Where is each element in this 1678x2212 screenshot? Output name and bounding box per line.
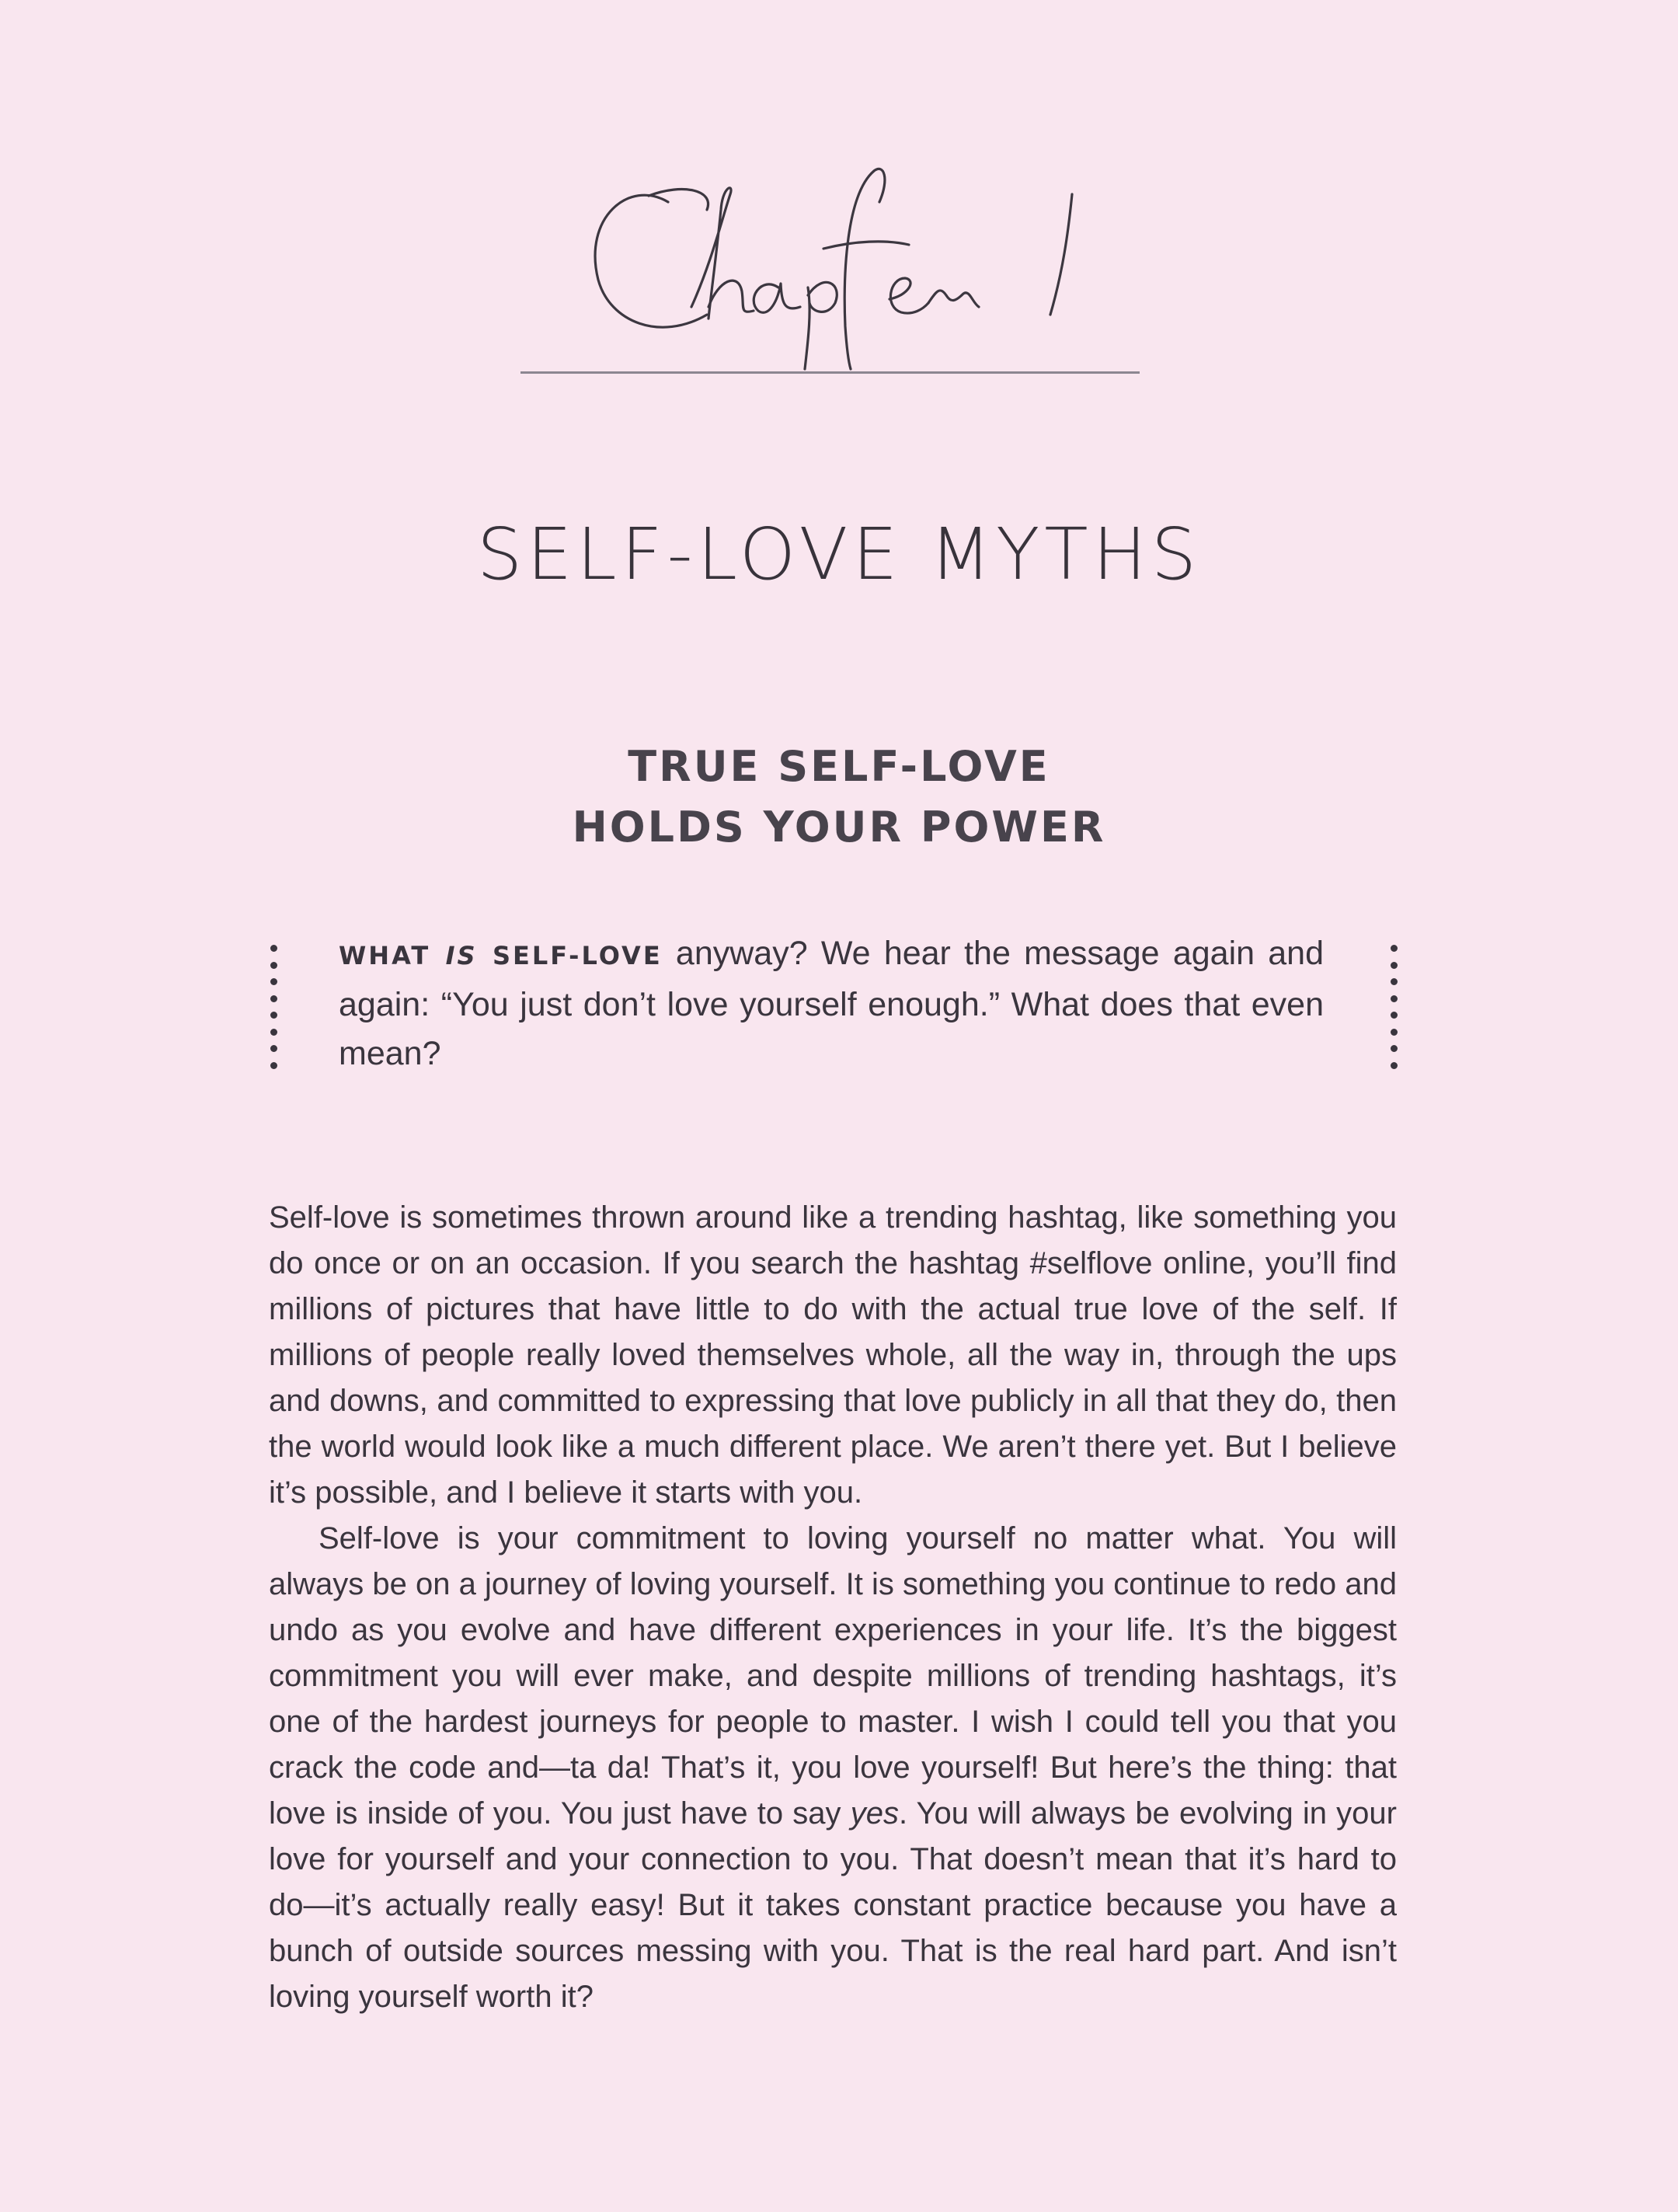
dotted-rule-right	[1391, 945, 1398, 1069]
body-text	[269, 1195, 1397, 2020]
lead-caps-part-2: SELF-LOVE	[477, 941, 663, 970]
chapter-title: SELF-LOVE MYTHS	[476, 513, 1202, 596]
body-paragraph-2	[269, 1516, 1397, 2020]
section-heading-line-1: TRUE SELF-LOVE	[628, 742, 1050, 791]
paragraph-2-emphasis: yes	[850, 1796, 899, 1831]
paragraph-2-part-b: . You will always be evolving in your love for yourself and your connection to you. That doesn’t mean that it’s hard to do—it’s actually really easy! But it takes constant practice because you have a bunch of outside sources messing with you. That is the real hard part. And isn’t loving yourself worth it?	[269, 1796, 1397, 2014]
lead-caps-part-1: WHAT	[339, 941, 446, 970]
body-paragraph-1: Self-love is sometimes thrown around like a trending hashtag, like something you do once or on an occasion. If you search the hashtag #selflove online, you’ll find millions of pictures that have little to do with the actual true love of the self. If millions of people really loved themselves whole, all the way in, through the ups and downs, and committed to expressing that love publicly in all that they do, then the world would look like a much different place. We aren’t there yet. But I believe it’s possible, and I believe it starts with you.	[269, 1200, 1397, 1510]
paragraph-2-part-a: Self-love is your commitment to loving yourself no matter what. You will always be on a journey of loving yourself. It is something you continue to redo and undo as you evolve and have different experiences in your life. It’s the biggest commitment you will ever make, and despite millions of trending hashtags, it’s one of the hardest journeys for people to master. I wish I could tell you that you crack the code and—ta da! That’s it, you love yourself! But here’s the thing: that love is inside of you. You just have to say	[269, 1521, 1397, 1831]
chapter-script-heading	[575, 148, 1103, 373]
pull-quote-text	[339, 929, 1324, 1078]
dotted-rule-left	[270, 945, 278, 1069]
pull-quote-body: anyway? We hear the message again and again: “You just don’t love yourself enough.” What does that even mean?	[339, 935, 1325, 1072]
pull-quote-lead-caps	[339, 941, 663, 970]
chapter-underline-rule	[520, 371, 1140, 374]
section-heading	[0, 737, 1678, 858]
section-heading-line-2: HOLDS YOUR POWER	[572, 803, 1106, 852]
pull-quote	[264, 929, 1405, 1074]
lead-caps-emphasis: IS	[445, 941, 478, 970]
